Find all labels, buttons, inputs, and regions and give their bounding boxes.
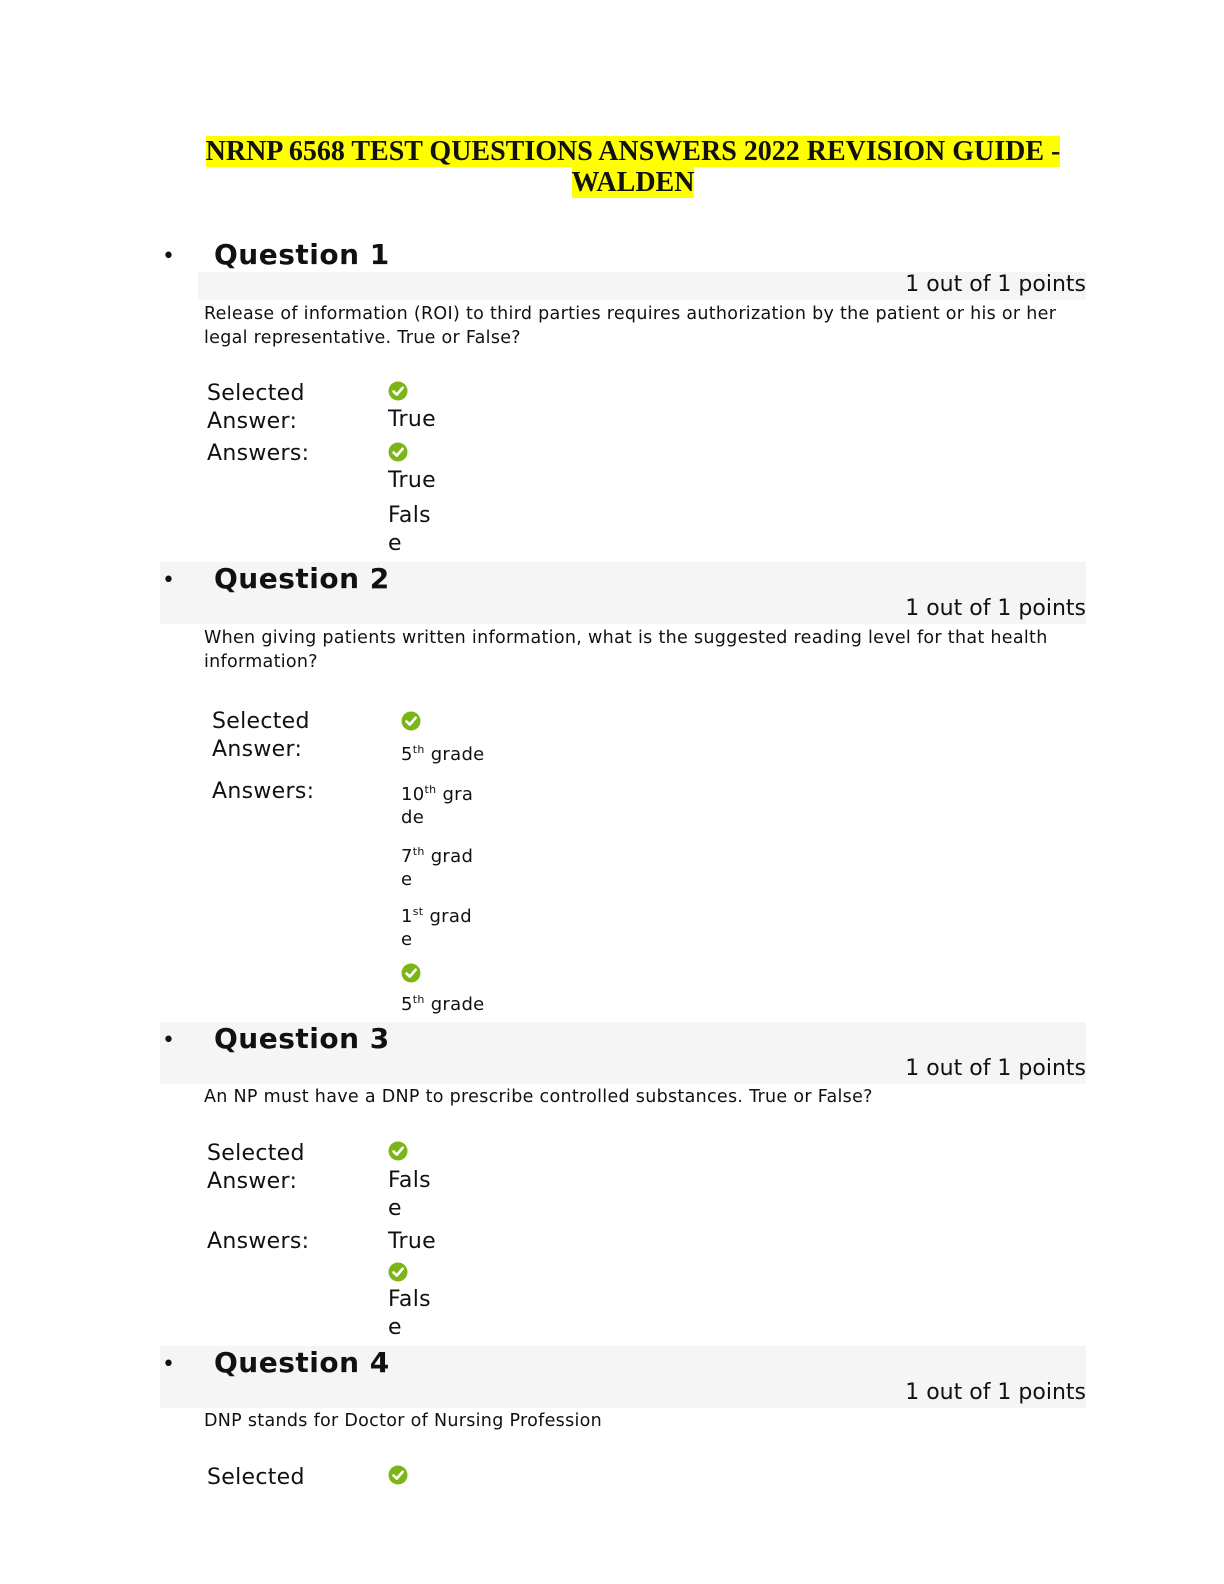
correct-check-icon xyxy=(388,1465,408,1485)
selected-answer-value: True xyxy=(388,407,436,432)
question-title: Question 4 xyxy=(214,1346,390,1379)
correct-check-icon xyxy=(401,711,421,731)
bullet: • xyxy=(162,1028,175,1053)
correct-check-icon xyxy=(388,442,408,462)
answer-option: 1st grade xyxy=(401,905,472,950)
question-text: DNP stands for Doctor of Nursing Profession xyxy=(204,1411,603,1431)
correct-check-icon xyxy=(388,1141,408,1161)
answers-label: Answers: xyxy=(207,441,310,466)
question-points: 1 out of 1 points xyxy=(905,1056,1086,1081)
selected-answer-value: 5th grade xyxy=(401,743,485,765)
question-points: 1 out of 1 points xyxy=(905,596,1086,621)
answer-option: 10th grade xyxy=(401,783,474,828)
question-title: Question 1 xyxy=(214,238,390,271)
answers-label: Answers: xyxy=(207,1229,310,1254)
selected-answer-label: Selected Answer: xyxy=(207,1141,305,1194)
question-text: Release of information (ROI) to third parties requires authorization by the patient or his or her legal representative. True or False? xyxy=(204,304,1057,348)
selected-answer-label: Selected Answer: xyxy=(207,381,305,434)
document-title: NRNP 6568 TEST QUESTIONS ANSWERS 2022 REVISION GUIDE - WALDEN xyxy=(205,136,1061,198)
bullet: • xyxy=(162,244,175,269)
answer-option: False xyxy=(388,503,431,556)
correct-check-icon xyxy=(388,1262,408,1282)
question-title: Question 3 xyxy=(214,1022,390,1055)
correct-check-icon xyxy=(388,381,408,401)
correct-check-icon xyxy=(401,963,421,983)
selected-answer-label: Selected Answer: xyxy=(212,709,310,762)
selected-answer-value: False xyxy=(388,1168,431,1221)
bullet: • xyxy=(162,568,175,593)
answer-option: 7th grade xyxy=(401,845,474,890)
selected-answer-label: Selected xyxy=(207,1465,305,1490)
answer-option: True xyxy=(388,1229,436,1254)
answer-option: 5th grade xyxy=(401,993,485,1015)
bullet: • xyxy=(162,1352,175,1377)
question-text: When giving patients written information, what is the suggested reading level for that health information? xyxy=(204,628,1048,672)
answers-label: Answers: xyxy=(212,779,315,804)
question-text: An NP must have a DNP to prescribe controlled substances. True or False? xyxy=(204,1087,873,1107)
answer-option: False xyxy=(388,1287,431,1340)
answer-option: True xyxy=(388,468,436,493)
question-points: 1 out of 1 points xyxy=(905,272,1086,297)
question-points: 1 out of 1 points xyxy=(905,1380,1086,1405)
question-title: Question 2 xyxy=(214,562,390,595)
